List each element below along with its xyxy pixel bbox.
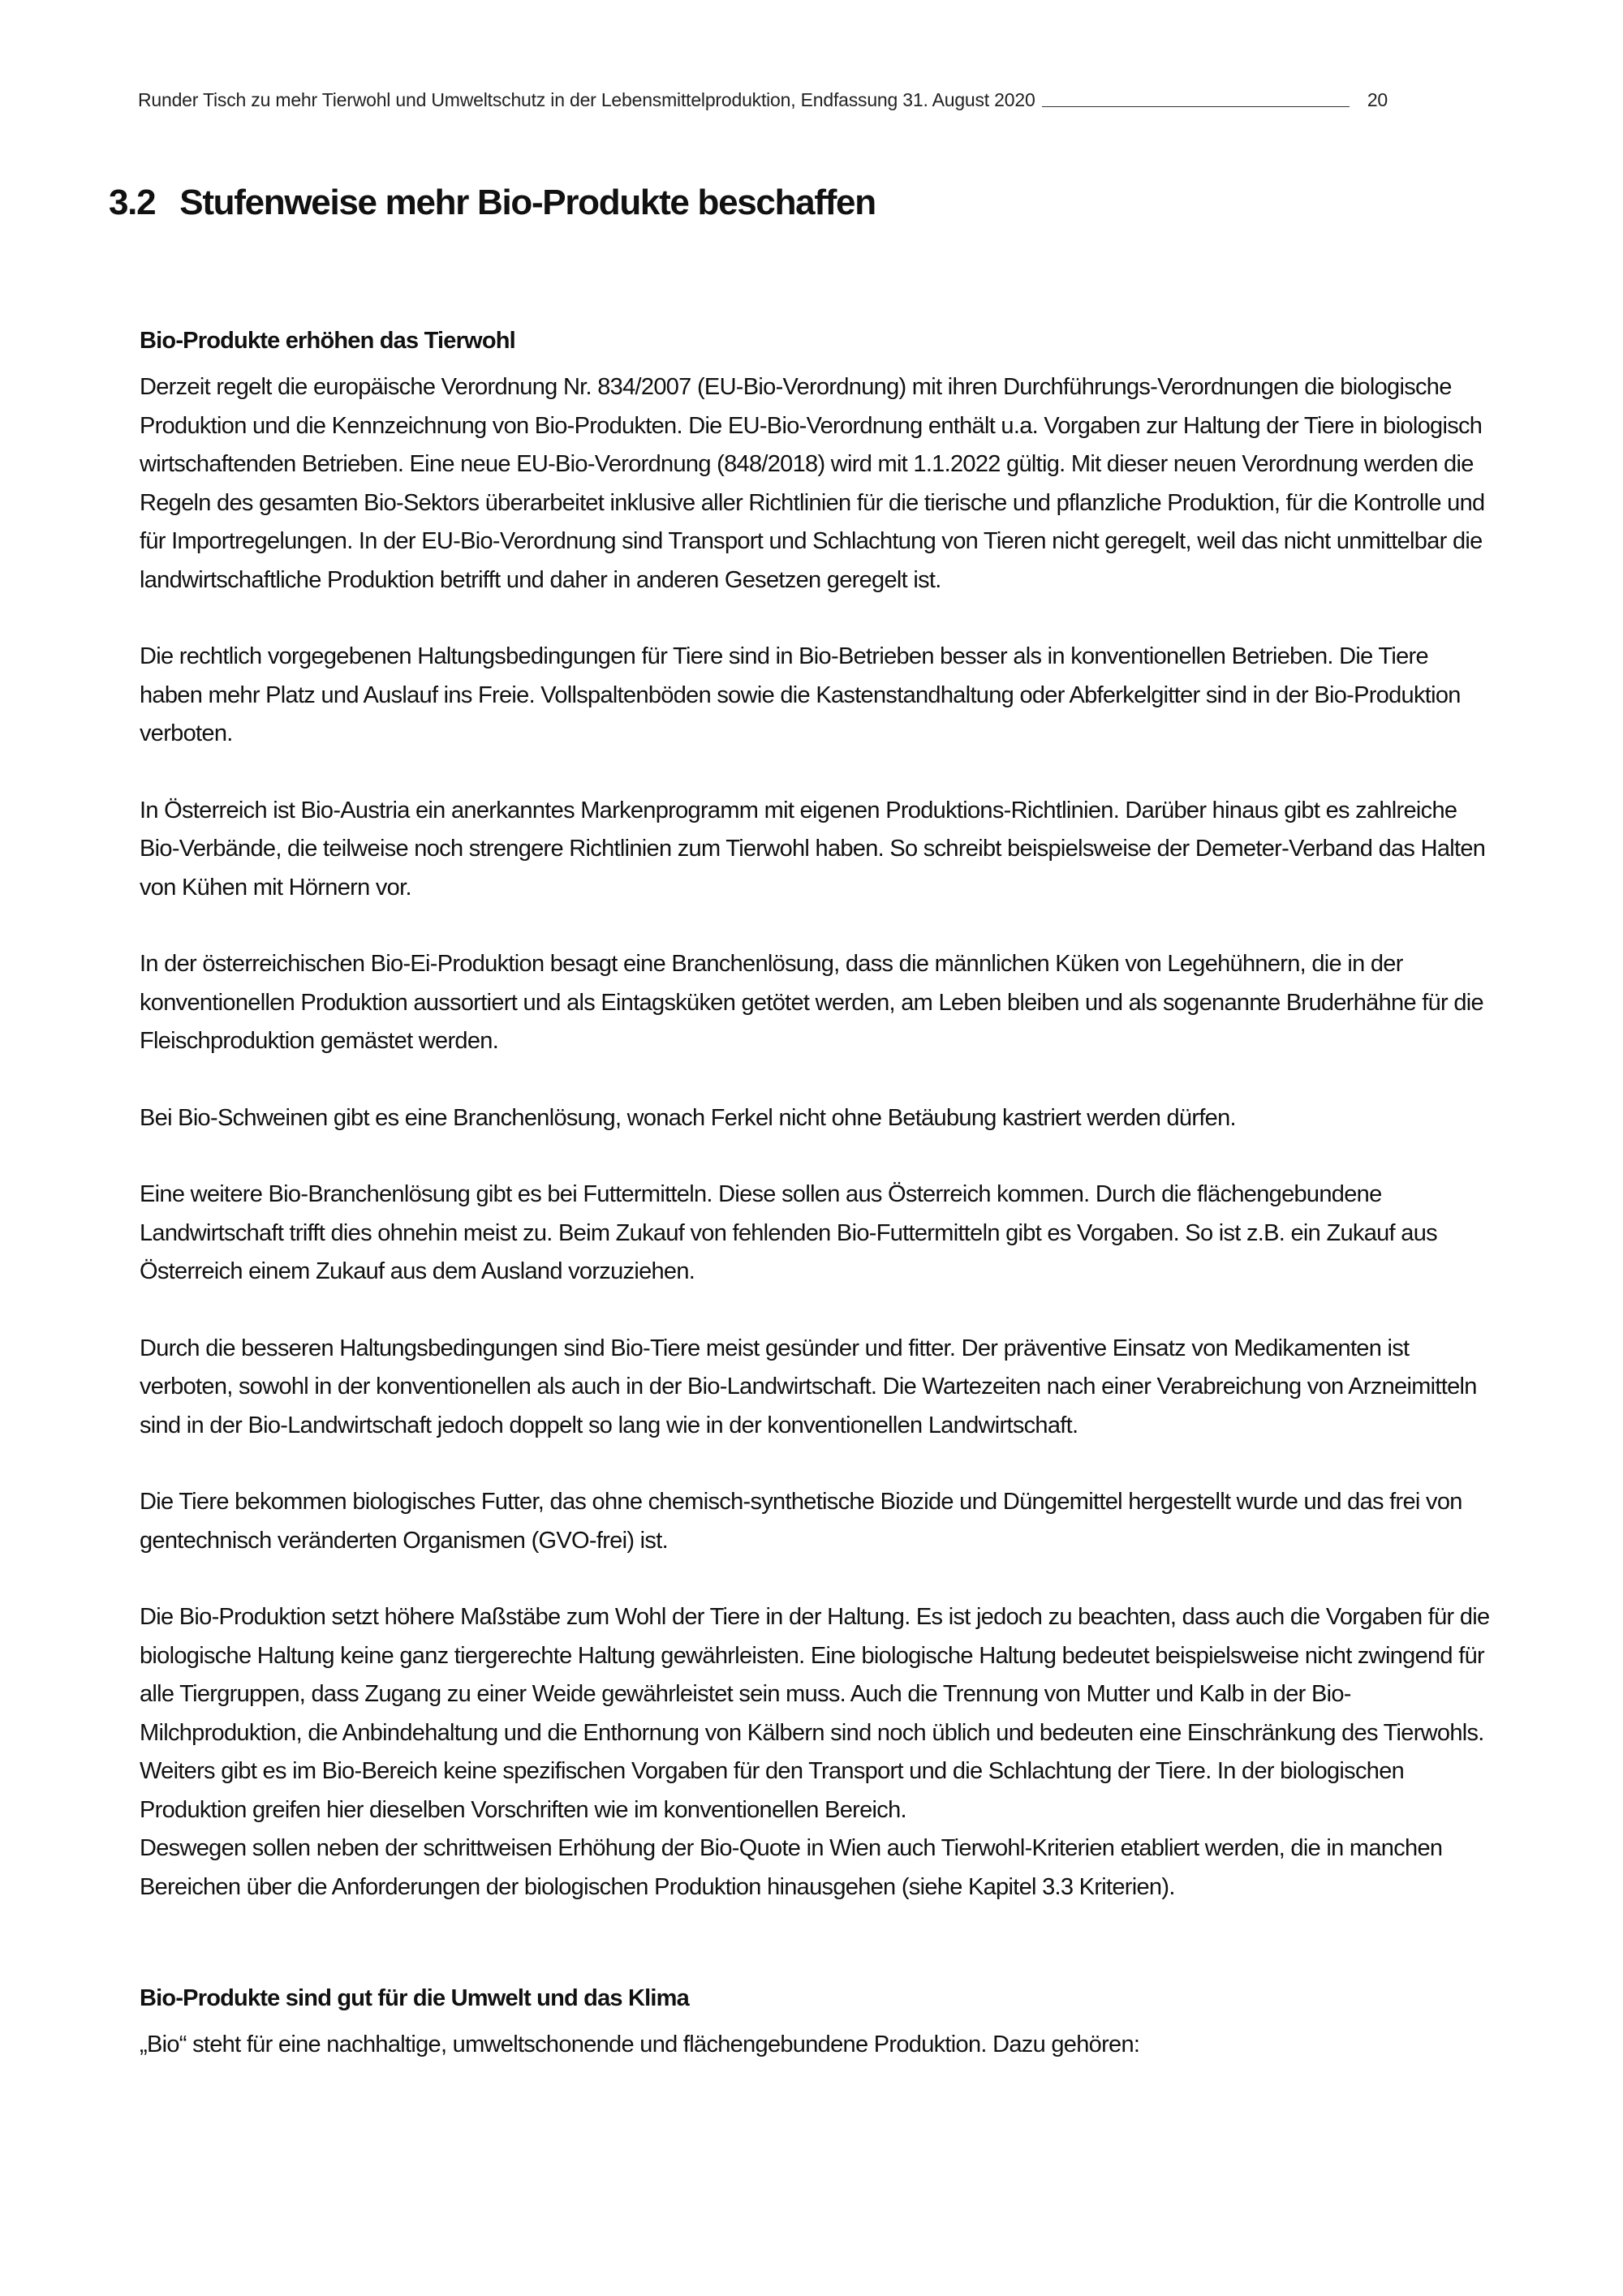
- paragraph: „Bio“ steht für eine nachhaltige, umweltschonende und flächengebundene Produktion. Dazu gehören:: [140, 2032, 1140, 2057]
- subsection-heading-tierwohl: Bio-Produkte erhöhen das Tierwohl: [140, 328, 515, 354]
- paragraph: Die Tiere bekommen biologisches Futter, das ohne chemisch-synthetische Biozide und Düngemittel hergestellt wurde und das frei von gentechnisch veränderten Organismen (GVO-frei) ist.: [140, 1489, 1462, 1554]
- paragraph: In der österreichischen Bio-Ei-Produktion besagt eine Branchenlösung, dass die männlichen Küken von Legehühnern, die in der konventionellen Produktion aussortiert und als Eintagsküken getötet werden, am Leben bleiben und als sogenannte Bruderhähne für die Fleischproduktion gemästet werden.: [140, 951, 1483, 1054]
- subsection-heading-umwelt: Bio-Produkte sind gut für die Umwelt und das Klima: [140, 1985, 689, 2011]
- paragraph: Derzeit regelt die europäische Verordnung Nr. 834/2007 (EU-Bio-Verordnung) mit ihren Durchführungs-Verordnungen die biologische Produktion und die Kennzeichnung von Bio-Produkten. Die EU-Bio-Verordnung enthält u.a. Vorgaben zur Haltung der Tiere in biologisch wirtschaftenden Betrieben. Eine neue EU-Bio-Verordnung (848/2018) wird mit 1.1.2022 gültig. Mit dieser neuen Verordnung werden die Regeln des gesamten Bio-Sektors überarbeitet inklusive aller Richtlinien für die tierische und pflanzliche Produktion, für die Kontrolle und für Importregelungen. In der EU-Bio-Verordnung sind Transport und Schlachtung von Tieren nicht geregelt, weil das nicht unmittelbar die landwirtschaftliche Produktion betrifft und daher in anderen Gesetzen geregelt ist.: [140, 374, 1485, 593]
- running-header: [138, 89, 1388, 111]
- paragraph: Die rechtlich vorgegebenen Haltungsbedingungen für Tiere sind in Bio-Betrieben besser als in konventionellen Betrieben. Die Tiere haben mehr Platz und Auslauf ins Freie. Vollspaltenböden sowie die Kastenstandhaltung oder Abferkelgitter sind in der Bio-Produktion verboten.: [140, 643, 1461, 746]
- document-body: [140, 325, 1495, 2065]
- header-rule: [1042, 106, 1350, 107]
- running-title: Runder Tisch zu mehr Tierwohl und Umweltschutz in der Lebensmittelproduktion, Endfassung 31. August 2020: [138, 89, 1035, 110]
- paragraph: Bei Bio-Schweinen gibt es eine Branchenlösung, wonach Ferkel nicht ohne Betäubung kastriert werden dürfen.: [140, 1104, 1236, 1131]
- page-number: 20: [1367, 89, 1388, 110]
- paragraph: Die Bio-Produktion setzt höhere Maßstäbe zum Wohl der Tiere in der Haltung. Es ist jedoch zu beachten, dass auch die Vorgaben für die biologische Haltung keine ganz tiergerechte Haltung gewährleisten. Eine biologische Haltung bedeutet beispielsweise nicht zwingend für alle Tiergruppen, dass Zugang zu einer Weide gewährleistet sein muss. Auch die Trennung von Mutter und Kalb in der Bio-Milchproduktion, die Anbindehaltung und die Enthornung von Kälbern sind noch üblich und bedeuten eine Einschränkung des Tierwohls. Weiters gibt es im Bio-Bereich keine spezifischen Vorgaben für den Transport und die Schlachtung der Tiere. In der biologischen Produktion greifen hier dieselben Vorschriften wie im konventionellen Bereich.: [140, 1604, 1490, 1823]
- paragraph: Eine weitere Bio-Branchenlösung gibt es bei Futtermitteln. Diese sollen aus Österreich kommen. Durch die flächengebundene Landwirtschaft trifft dies ohnehin meist zu. Beim Zukauf von fehlenden Bio-Futtermitteln gibt es Vorgaben. So ist z.B. ein Zukauf aus Österreich einem Zukauf aus dem Ausland vorzuziehen.: [140, 1181, 1437, 1284]
- paragraph: In Österreich ist Bio-Austria ein anerkanntes Markenprogramm mit eigenen Produktions-Richtlinien. Darüber hinaus gibt es zahlreiche Bio-Verbände, die teilweise noch strengere Richtlinien zum Tierwohl haben. So schreibt beispielsweise der Demeter-Verband das Halten von Kühen mit Hörnern vor.: [140, 797, 1486, 901]
- section-number: 3.2: [109, 183, 156, 222]
- paragraph: Durch die besseren Haltungsbedingungen sind Bio-Tiere meist gesünder und fitter. Der präventive Einsatz von Medikamenten ist verboten, sowohl in der konventionellen als auch in der Bio-Landwirtschaft. Die Wartezeiten nach einer Verabreichung von Arzneimitteln sind in der Bio-Landwirtschaft jedoch doppelt so lang wie in der konventionellen Landwirtschaft.: [140, 1335, 1477, 1438]
- section-title: Stufenweise mehr Bio-Produkte beschaffen: [179, 183, 876, 222]
- section-heading: [109, 183, 876, 223]
- paragraph: Deswegen sollen neben der schrittweisen Erhöhung der Bio-Quote in Wien auch Tierwohl-Kriterien etabliert werden, die in manchen Bereichen über die Anforderungen der biologischen Produktion hinausgehen (siehe Kapitel 3.3 Kriterien).: [140, 1835, 1443, 1900]
